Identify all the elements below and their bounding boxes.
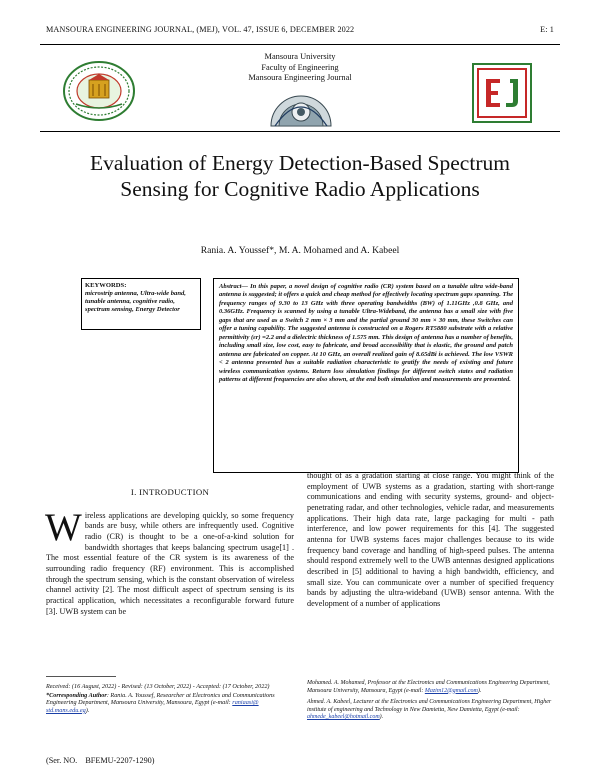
paper-title: Evaluation of Energy Detection-Based Spectrum Sensing for Cognitive Radio Applications bbox=[90, 151, 510, 201]
section-heading-introduction: I. INTRODUCTION bbox=[130, 487, 210, 497]
keywords-list: microstrip antenna, Ultra-wide band, tunable antenna, cognitive radio, spectrum sensing, Energy Detector bbox=[85, 290, 186, 313]
author-list: Rania. A. Youssef*, M. A. Mohamed and A. Kabeel bbox=[200, 245, 400, 256]
right-column bbox=[307, 471, 554, 610]
corresponding-author-label: *Corresponding Author bbox=[46, 691, 107, 699]
drop-cap: W bbox=[45, 505, 82, 549]
mohamed-email[interactable]: Mazim12@gmail.com bbox=[424, 687, 478, 694]
corresponding-author-email[interactable]: raniaasi@ std.mans.edu.eg bbox=[46, 699, 259, 714]
abstract-box bbox=[213, 278, 519, 473]
running-header bbox=[46, 25, 554, 34]
kabeel-email[interactable]: ahmede_kabeel@hotmail.com bbox=[307, 714, 380, 721]
university-name: Mansoura University bbox=[264, 52, 336, 61]
corresponding-author-note: *Corresponding Author: Rania. A. Youssef, Researcher at Electronics and Communications Engineering Department, Mansoura University, Mansoura, Egypt (e-mail: raniaasi@ std.mans.edu.eg). bbox=[46, 691, 275, 714]
footnotes-right bbox=[307, 680, 554, 722]
intro-text-right: thought of as a gradation starting at close range. You might think of the employment of UWB systems as a gradation, starting with short-range communications and ending with security systems, ground- and object-penetrating radar, and other technologies, vehicle radar, and measurements applications. Their high data rate, large packaging for multi - path interference, and low power requirements for this [4]. The suggested antenna for UWB systems faces major challenges because to its wide frequency band coverage and handling of high-speed pulses. The antenna should respond extremely well to the UWB antennas designed applications described in [5] additional to having a high bandwidth, efficiency, and small size. You can communicate over a number of specified frequency bands by adjusting the ultra-wideband (UWB) sensor antenna. With the development of a number of applications bbox=[307, 471, 554, 608]
received-dates: Received: (16 August, 2022) - Revised: (13 October, 2022) - Accepted: (17 October, 2022) bbox=[46, 683, 270, 690]
abstract-text: Abstract— In this paper, a novel design of cognitive radio (CR) system based on a tunable ultra wide-band antenna is suggested; it offers a quick and cheap method for effectively locating spectrum gaps spanning. The frequency ranges of 9.30 to 13 GHz with three operating bandwidths (BW) of 1.11GHz ,0.8 GHz, and 0.36GHz. Frequency is scanned by using a tunable Ultra-Wideband, the antenna has a small size with five gaps that are used as a Switch 2 mm × 3 mm and the partial ground 30 mm × 30 mm, these Switches can offer a tuning capability. The suggested antenna is constructed on a Rogers RT5880 substrate with a relative permittivity (εr) =2.2 and a dielectric thickness of 1.575 mm. This design of antenna has a number of benefits, including small size, low cost, easy to fabricate, and broad accessibility that is elastic, the ground and patch antenna are fabricated on copper. At 10 GHz, an overall realized gain of 8.65dBi is achieved. The low VSWR < 2 antenna presented has a suitable radiation characteristic to gratify the needs of existing and future wireless communication systems. Return loss simulation findings for different switch states and radiation patterns at different frequencies are also shown, at the end both simulation and measurements are presented. bbox=[219, 283, 513, 383]
serial-number: (Ser. NO. BFEMU-2207-1290) bbox=[46, 756, 155, 765]
mohamed-affiliation: Mohamed. A. Mohamed, Professor at the Electronics and Communications Engineering Department, Mansoura University, Mansoura, Egypt (e-mail: Mazim12@gmail.com). bbox=[307, 680, 550, 694]
kabeel-affiliation: Ahmed. A. Kabeel, Lecturer at the Electronics and Communications Engineering Department, Higher institute of engineering and Technology in New Damietta, New Damietta, Egypt (e-mail: ahmede_kabeel@hotmail.com). bbox=[307, 699, 552, 721]
page-id: E: 1 bbox=[540, 25, 554, 34]
footnotes-left bbox=[46, 676, 294, 714]
footnote-rule bbox=[46, 676, 116, 677]
ej-journal-logo bbox=[472, 63, 532, 123]
journal-name: Mansoura Engineering Journal bbox=[248, 73, 352, 82]
faculty-name: Faculty of Engineering bbox=[261, 62, 339, 72]
intro-paragraph-left bbox=[45, 505, 294, 618]
keywords-heading: KEYWORDS: bbox=[85, 282, 127, 289]
journal-line: MANSOURA ENGINEERING JOURNAL, (MEJ), VOL. 47, ISSUE 6, DECEMBER 2022 bbox=[46, 25, 355, 34]
intro-text-left: ireless applications are developing quickly, so some frequency bands are busy, while others are infrequently used. Cognitive radio (CR) is thought to be a one-of-a-kind solution for bandwidth shortages that keeps balancing spectrum usage[1] . The most essential feature of the CR system is its awareness of the surrounding radio frequency (RF) environment. This is accomplished through the spectrum sensing, which is the constant observation of wireless channel activity [2]. The most difficult aspect of spectrum sensing is its practical application, which necessitates a reconfigurable forward future [3]. UWB system can be bbox=[46, 510, 294, 616]
faculty-emblem bbox=[267, 82, 335, 128]
left-column bbox=[46, 487, 294, 617]
keywords-box bbox=[81, 278, 201, 330]
